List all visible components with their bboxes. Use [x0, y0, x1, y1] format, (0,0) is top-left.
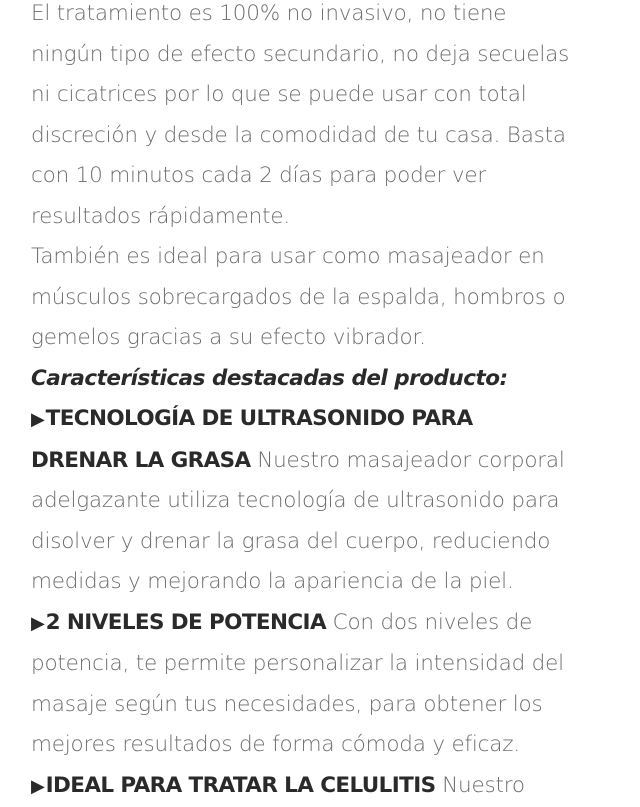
bullet-triangle-icon: ▶	[31, 613, 45, 634]
feature-ultrasound-line	[31, 441, 631, 482]
feature-text: Nuestro masajeador corporal	[251, 448, 565, 473]
intro-line: ni cicatrices por lo que se puede usar con total	[31, 75, 631, 116]
feature-text: Con dos niveles de	[326, 610, 532, 635]
features-heading: Características destacadas del producto:	[31, 359, 631, 400]
feature-text-line: disolver y drenar la grasa del cuerpo, reduciendo	[31, 522, 631, 563]
intro-line: discreción y desde la comodidad de tu casa. Basta	[31, 116, 631, 157]
intro-line: con 10 minutos cada 2 días para poder ver	[31, 156, 631, 197]
product-description	[31, 0, 631, 807]
feature-power-levels	[31, 603, 631, 645]
feature-title: IDEAL PARA TRATAR LA CELULITIS	[46, 773, 436, 798]
feature-ultrasound	[31, 399, 631, 441]
feature-title: 2 NIVELES DE POTENCIA	[46, 610, 326, 635]
bullet-triangle-icon: ▶	[31, 409, 45, 430]
feature-title: TECNOLOGÍA DE ULTRASONIDO PARA	[46, 406, 473, 431]
intro-line: gemelos gracias a su efecto vibrador.	[31, 318, 631, 359]
intro-line: ningún tipo de efecto secundario, no deja secuelas	[31, 35, 631, 76]
feature-text: Nuestro	[436, 773, 525, 798]
feature-text-line: mejores resultados de forma cómoda y eficaz.	[31, 725, 631, 766]
intro-line: El tratamiento es 100% no invasivo, no tiene	[31, 0, 631, 35]
feature-title: DRENAR LA GRASA	[31, 448, 251, 473]
intro-line: resultados rápidamente.	[31, 197, 631, 238]
feature-text-line: medidas y mejorando la apariencia de la piel.	[31, 562, 631, 603]
feature-text-line: potencia, te permite personalizar la intensidad del	[31, 644, 631, 685]
intro-line: músculos sobrecargados de la espalda, hombros o	[31, 278, 631, 319]
feature-cellulite	[31, 766, 631, 807]
bullet-triangle-icon: ▶	[31, 776, 45, 797]
feature-text-line: adelgazante utiliza tecnología de ultrasonido para	[31, 481, 631, 522]
intro-line: También es ideal para usar como masajeador en	[31, 237, 631, 278]
feature-text-line: masaje según tus necesidades, para obtener los	[31, 685, 631, 726]
